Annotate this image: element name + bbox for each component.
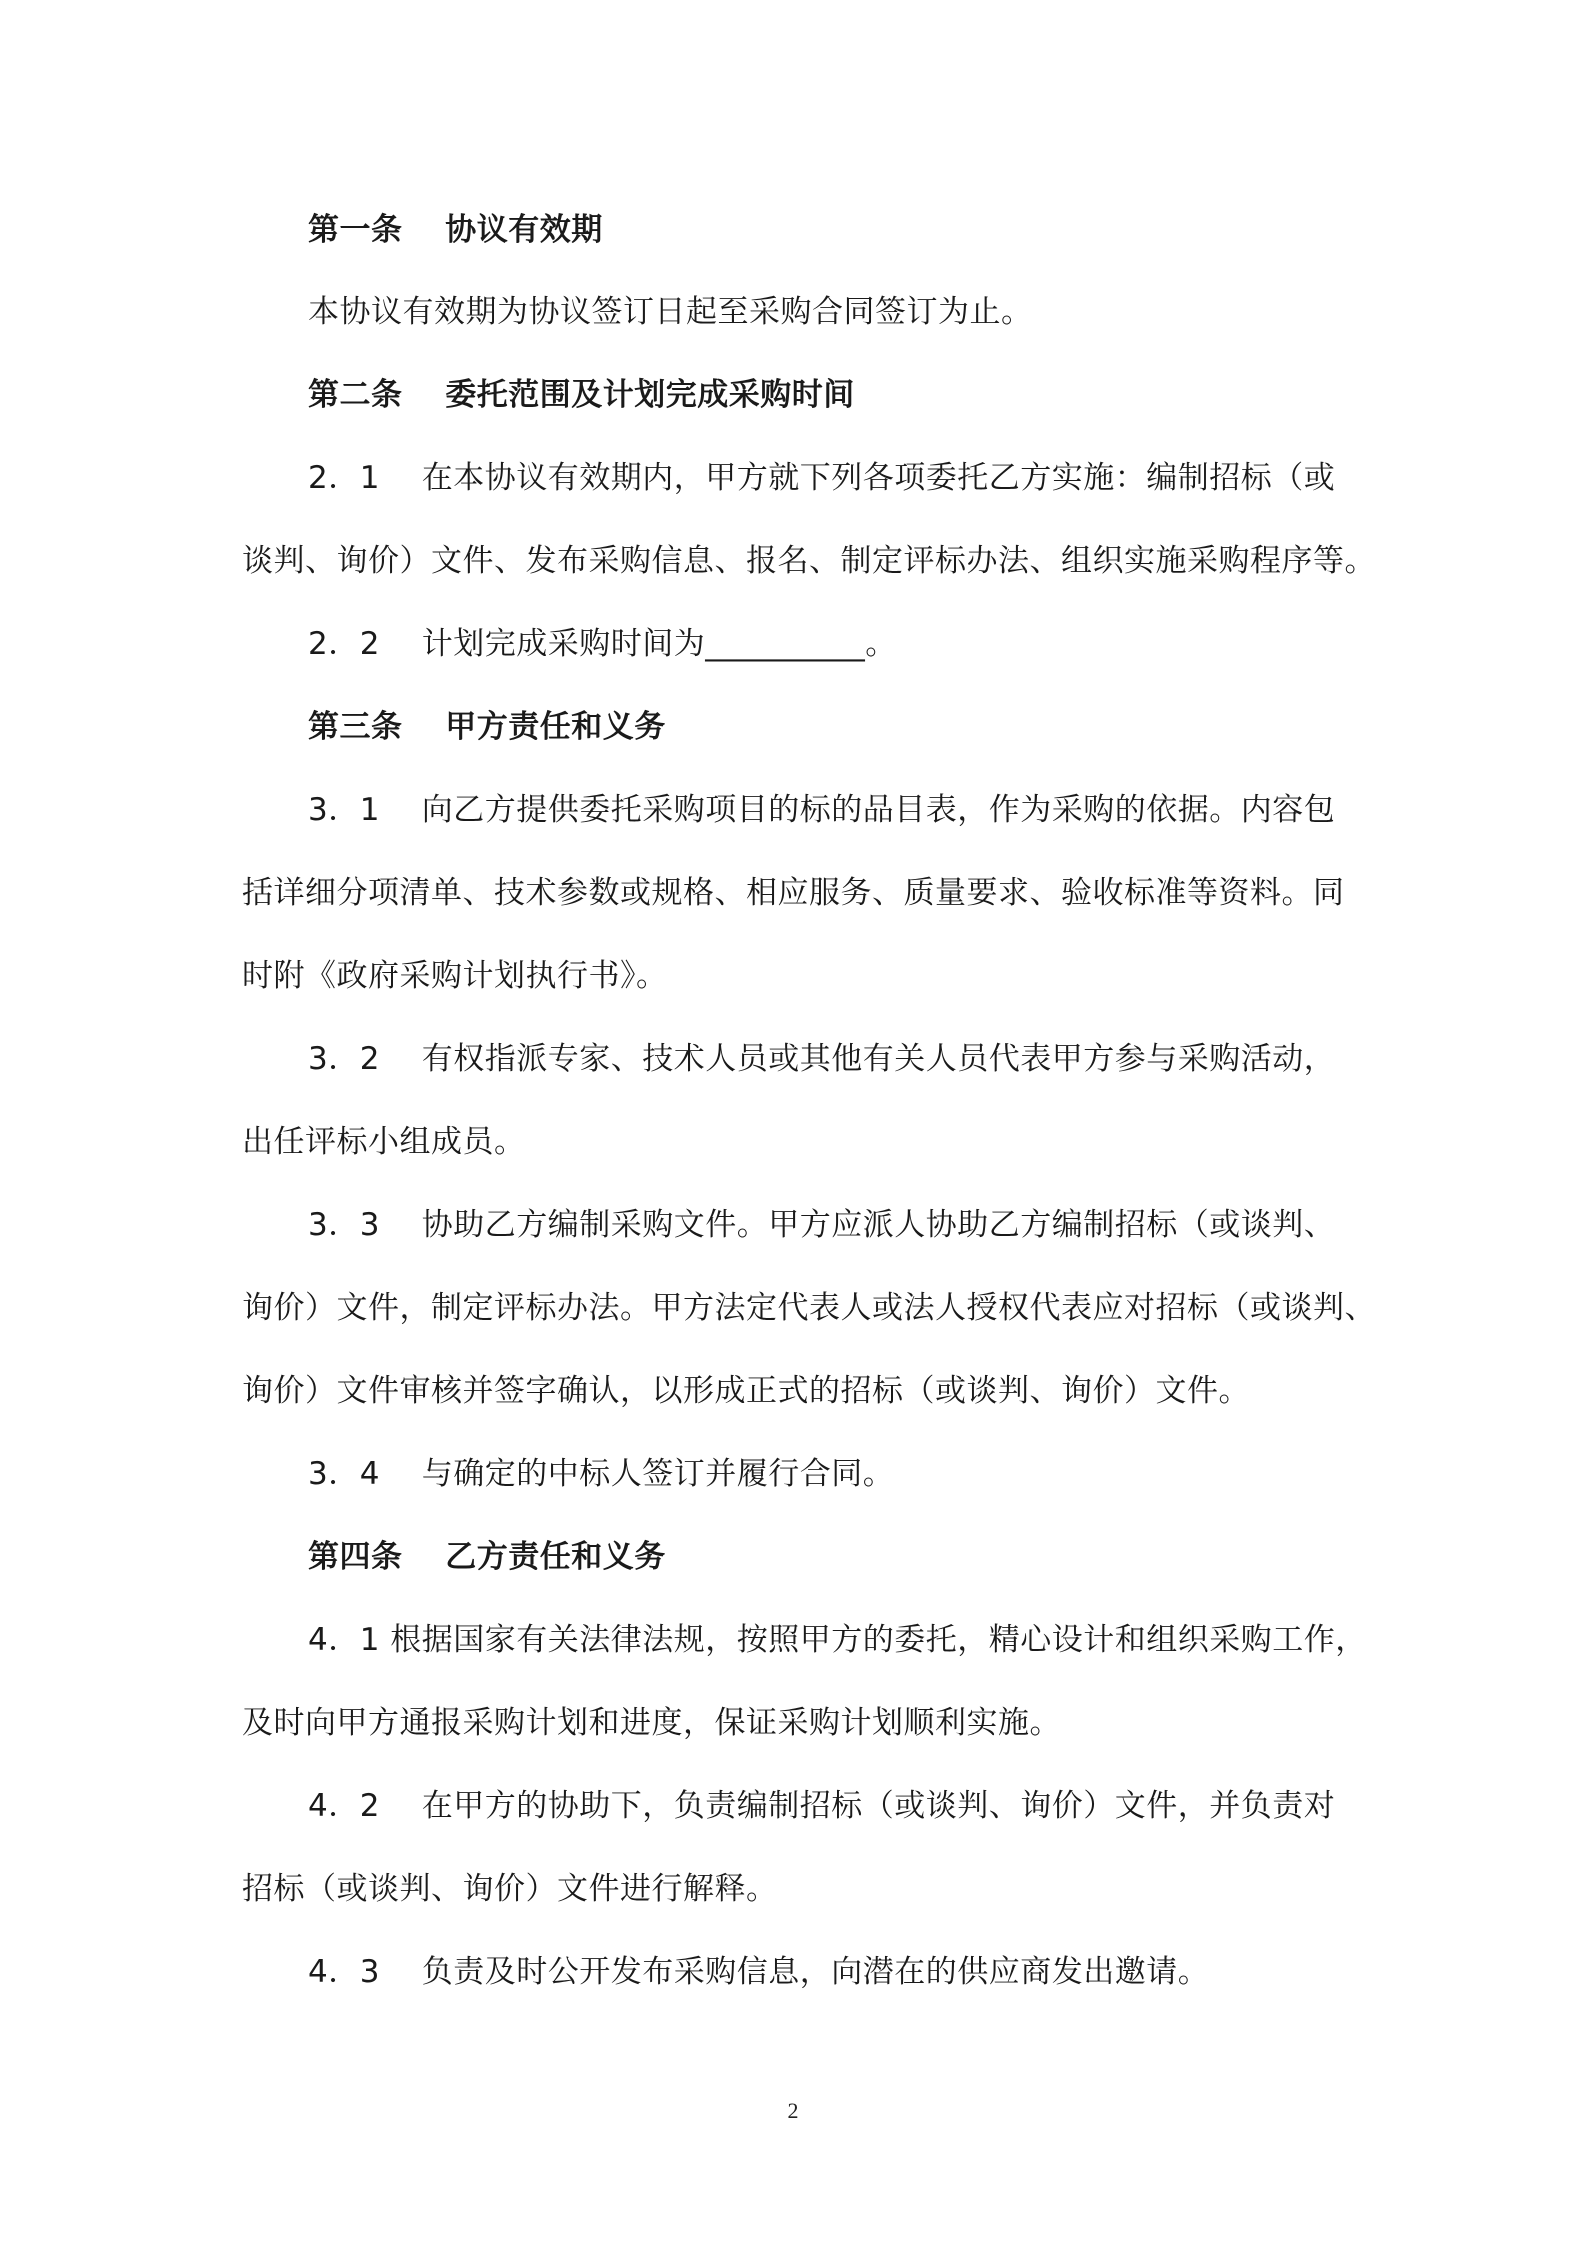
clause-4-2-line-1: 4．2 在甲方的协助下，负责编制招标（或谈判、询价）文件，并负责对 [308, 1788, 1336, 1824]
clause-3-1-line-1: 3．1 向乙方提供委托采购项目的标的品目表，作为采购的依据。内容包 [308, 792, 1336, 828]
clause-3-2-line-1: 3．2 有权指派专家、技术人员或其他有关人员代表甲方参与采购活动， [308, 1041, 1336, 1077]
clause-4-1-line-1: 4．1 根据国家有关法律法规，按照甲方的委托，精心设计和组织采购工作， [308, 1622, 1367, 1658]
clause-3-2-line-2: 出任评标小组成员。 [242, 1124, 526, 1160]
clause-3-1-line-3: 时附《政府采购计划执行书》。 [242, 958, 668, 994]
clause-3-4-line-1: 3．4 与确定的中标人签订并履行合同。 [308, 1456, 895, 1492]
clause-4-3-line-1: 4．3 负责及时公开发布采购信息，向潜在的供应商发出邀请。 [308, 1954, 1210, 1990]
article-1-heading: 第一条 协议有效期 [308, 212, 603, 248]
clause-3-3-line-1: 3．3 协助乙方编制采购文件。甲方应派人协助乙方编制招标（或谈判、 [308, 1207, 1336, 1243]
clause-2-2-line-1: 2．2 计划完成采购时间为__________。 [308, 626, 897, 662]
page-number: 2 [787, 2098, 799, 2123]
clause-2-1-line-1: 2．1 在本协议有效期内，甲方就下列各项委托乙方实施：编制招标（或 [308, 460, 1336, 496]
clause-3-3-line-2: 询价）文件，制定评标办法。甲方法定代表人或法人授权代表应对招标（或谈判、 [242, 1290, 1376, 1326]
clause-3-1-line-2: 括详细分项清单、技术参数或规格、相应服务、质量要求、验收标准等资料。同 [242, 875, 1345, 911]
clause-2-1-line-2: 谈判、询价）文件、发布采购信息、报名、制定评标办法、组织实施采购程序等。 [242, 543, 1376, 579]
article-1-paragraph: 本协议有效期为协议签订日起至采购合同签订为止。 [308, 294, 1033, 330]
article-3-heading: 第三条 甲方责任和义务 [308, 709, 666, 745]
clause-3-3-line-3: 询价）文件审核并签字确认，以形成正式的招标（或谈判、询价）文件。 [242, 1373, 1250, 1409]
clause-4-1-line-2: 及时向甲方通报采购计划和进度，保证采购计划顺利实施。 [242, 1705, 1061, 1741]
clause-4-2-line-2: 招标（或谈判、询价）文件进行解释。 [242, 1871, 778, 1907]
article-4-heading: 第四条 乙方责任和义务 [308, 1539, 666, 1575]
article-2-heading: 第二条 委托范围及计划完成采购时间 [308, 377, 855, 413]
